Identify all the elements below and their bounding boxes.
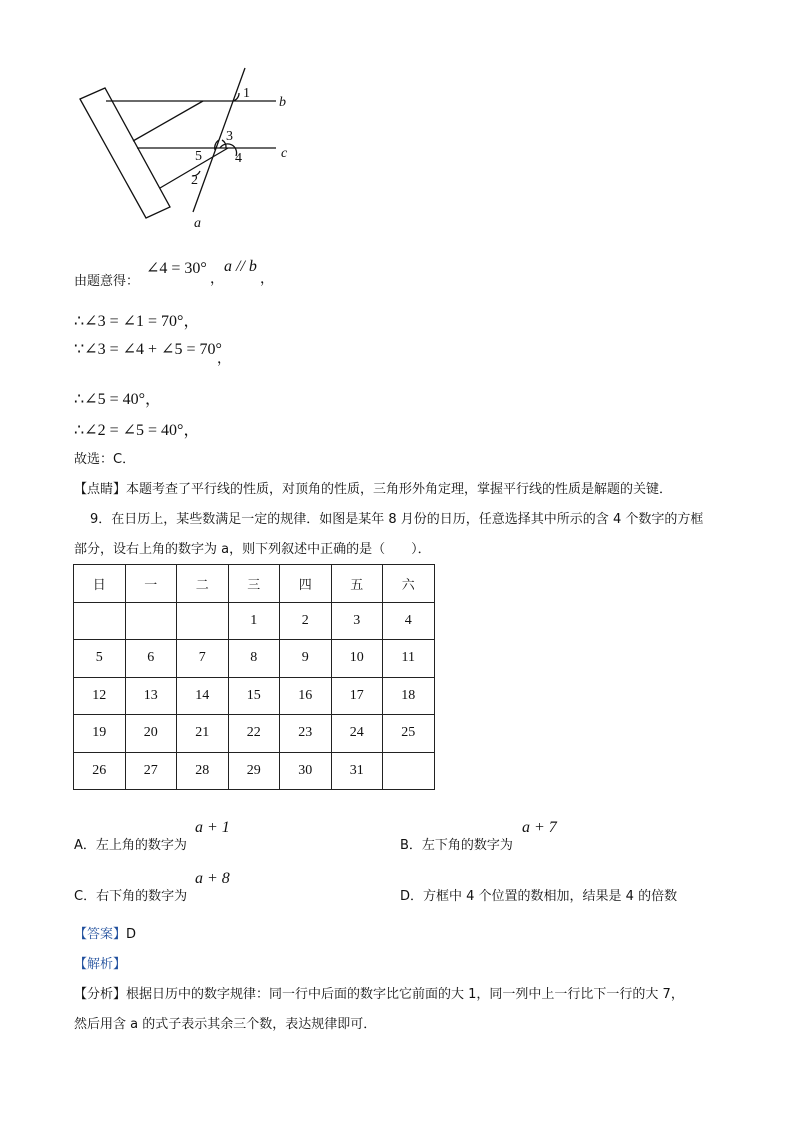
calendar-row	[74, 640, 435, 678]
label-3: 3	[226, 129, 233, 144]
label-5: 5	[195, 149, 202, 164]
calendar-header: 日	[74, 565, 126, 603]
solution-line-3: ∴∠5 = 40°，	[74, 391, 162, 408]
option-c-text: C．右下角的数字为	[74, 889, 188, 904]
given-angle: ∠4 = 30°	[146, 260, 207, 277]
calendar-header: 五	[331, 565, 383, 603]
label-c: c	[281, 146, 288, 161]
analysis-tag: 【解析】	[74, 957, 127, 972]
answer-line	[74, 923, 136, 942]
calendar-header: 三	[228, 565, 280, 603]
calendar-cell: 1	[228, 602, 280, 640]
calendar-cell: 19	[74, 715, 126, 753]
option-c-expression: a + 8	[195, 870, 230, 887]
calendar-cell	[177, 602, 229, 640]
solution-line-2-comma: ，	[217, 351, 231, 367]
ruler-shape	[80, 88, 170, 218]
calendar-cell: 29	[228, 752, 280, 790]
label-4: 4	[235, 151, 242, 166]
option-d-text: D．方框中 4 个位置的数相加，结果是 4 的倍数	[400, 889, 678, 904]
calendar-cell	[125, 602, 177, 640]
option-a-expression: a + 1	[195, 819, 230, 836]
calendar-cell: 5	[74, 640, 126, 678]
calendar-cell: 26	[74, 752, 126, 790]
calendar-row	[74, 602, 435, 640]
solution-choice: 故选：C．	[74, 452, 136, 467]
calendar-cell: 25	[383, 715, 435, 753]
calendar-cell: 2	[280, 602, 332, 640]
comment-paragraph	[74, 478, 672, 497]
answer-tag: 【答案】	[74, 927, 127, 942]
calendar-table	[73, 564, 435, 790]
calendar-row	[74, 752, 435, 790]
calendar-cell: 21	[177, 715, 229, 753]
analysis-detail-text-1: 根据日历中的数字规律：同一行中后面的数字比它前面的大 1，同一列中上一行比下一行的大 7，	[126, 987, 684, 1002]
geometry-figure	[0, 0, 320, 240]
calendar-cell: 12	[74, 677, 126, 715]
calendar-cell: 28	[177, 752, 229, 790]
calendar-cell: 6	[125, 640, 177, 678]
solution-line-4: ∴∠2 = ∠5 = 40°，	[74, 422, 200, 439]
calendar-cell: 23	[280, 715, 332, 753]
parallel-relation: a // b	[224, 258, 257, 275]
calendar-cell	[74, 602, 126, 640]
calendar-cell: 31	[331, 752, 383, 790]
calendar-cell: 27	[125, 752, 177, 790]
calendar-cell: 7	[177, 640, 229, 678]
comment-tag: 【点睛】	[74, 482, 127, 497]
option-b-text: B．左下角的数字为	[400, 838, 513, 853]
calendar-header: 六	[383, 565, 435, 603]
analysis-line-2: 然后用含 a 的式子表示其余三个数，表达规律即可．	[74, 1017, 377, 1032]
calendar-cell: 9	[280, 640, 332, 678]
calendar-cell	[383, 752, 435, 790]
label-1: 1	[243, 86, 250, 101]
calendar-cell: 20	[125, 715, 177, 753]
solution-line-1: ∴∠3 = ∠1 = 70°，	[74, 313, 200, 330]
question-line-2: 部分，设右上角的数字为 a，则下列叙述中正确的是（ ）．	[74, 542, 431, 557]
calendar-header-row	[74, 565, 435, 603]
calendar-cell: 8	[228, 640, 280, 678]
calendar-header: 一	[125, 565, 177, 603]
calendar-row	[74, 715, 435, 753]
calendar-cell: 17	[331, 677, 383, 715]
label-b: b	[279, 95, 286, 110]
calendar-header: 四	[280, 565, 332, 603]
calendar-cell: 14	[177, 677, 229, 715]
given-comma-1: ，	[210, 271, 224, 287]
calendar-cell: 4	[383, 602, 435, 640]
option-b-expression: a + 7	[522, 819, 557, 836]
comment-text: 本题考查了平行线的性质，对顶角的性质，三角形外角定理，掌握平行线的性质是解题的关键．	[126, 482, 673, 497]
calendar-cell: 30	[280, 752, 332, 790]
calendar-cell: 10	[331, 640, 383, 678]
given-comma-2: ，	[260, 271, 274, 287]
calendar-cell: 3	[331, 602, 383, 640]
answer-value: D	[126, 927, 137, 942]
given-prefix: 由题意得：	[74, 274, 140, 289]
calendar-cell: 18	[383, 677, 435, 715]
slant-upper	[133, 101, 203, 141]
calendar-header: 二	[177, 565, 229, 603]
analysis-detail-tag: 【分析】	[74, 987, 127, 1002]
calendar-cell: 22	[228, 715, 280, 753]
calendar-cell: 13	[125, 677, 177, 715]
calendar-cell: 11	[383, 640, 435, 678]
calendar-cell: 24	[331, 715, 383, 753]
option-a-text: A．左上角的数字为	[74, 838, 187, 853]
solution-line-2: ∵∠3 = ∠4 + ∠5 = 70°	[74, 341, 222, 358]
label-a: a	[194, 216, 201, 231]
calendar-row	[74, 677, 435, 715]
label-2: 2	[191, 173, 198, 188]
calendar-cell: 15	[228, 677, 280, 715]
question-line-1: 9．在日历上，某些数满足一定的规律．如图是某年 8 月份的日历，任意选择其中所示的含 4 个数字的方框	[90, 512, 704, 527]
analysis-line-1	[74, 983, 684, 1002]
calendar-cell: 16	[280, 677, 332, 715]
